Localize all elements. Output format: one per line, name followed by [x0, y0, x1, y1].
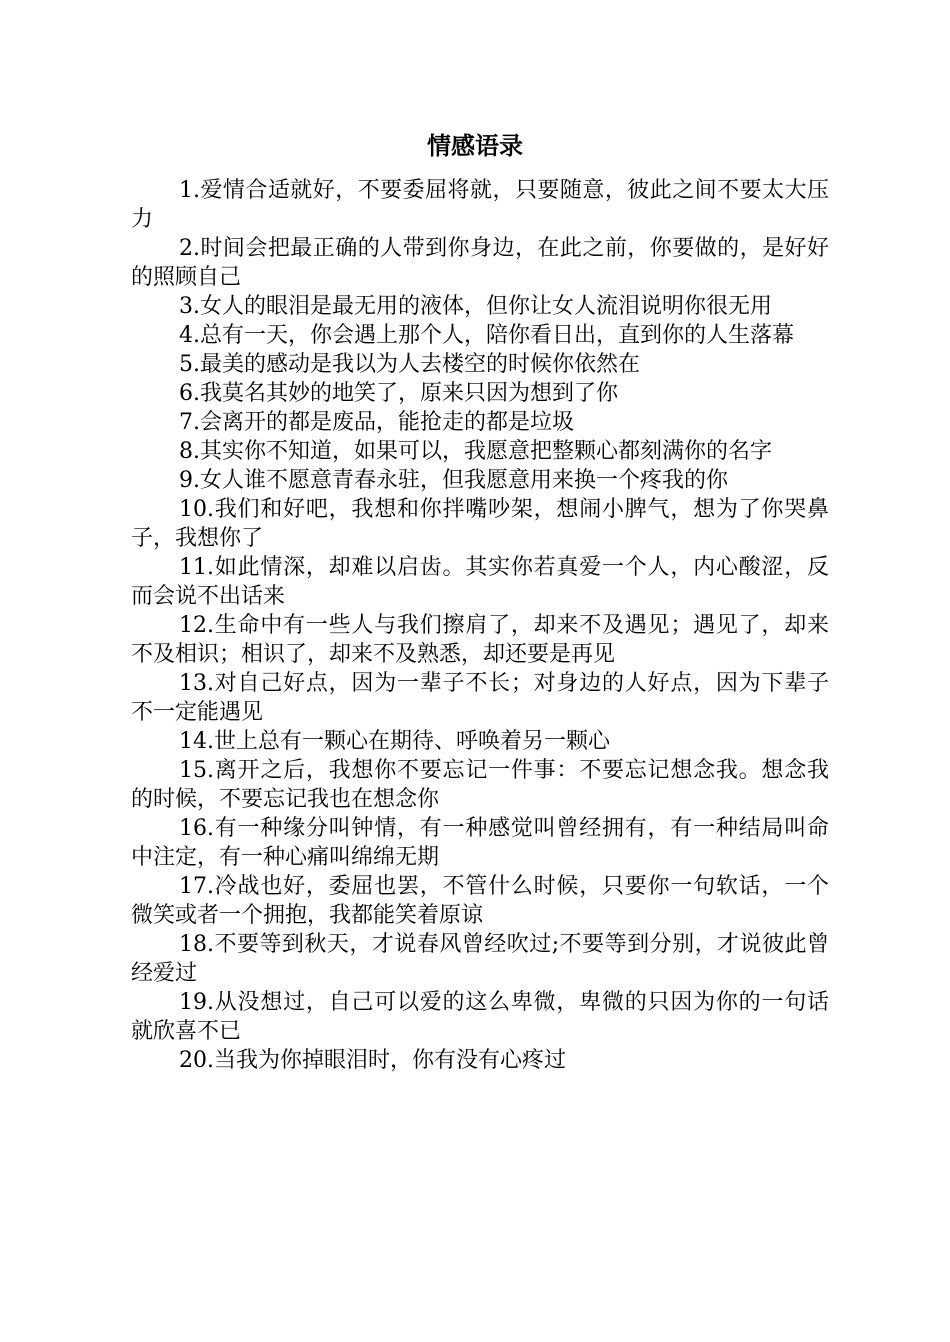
quote-paragraph: 17.冷战也好，委屈也罢，不管什么时候，只要你一句软话，一个微笑或者一个拥抱，我都能笑着原谅 — [131, 874, 829, 928]
quote-paragraph: 10.我们和好吧，我想和你拌嘴吵架，想闹小脾气，想为了你哭鼻子，我想你了 — [131, 497, 829, 551]
quote-paragraph: 7.会离开的都是废品，能抢走的都是垃圾 — [179, 410, 574, 435]
quote-paragraph: 15.离开之后，我想你不要忘记一件事：不要忘记想念我。想念我的时候，不要忘记我也在想念你 — [131, 758, 829, 812]
document-body — [131, 176, 829, 1075]
quote-paragraph: 19.从没想过，自己可以爱的这么卑微，卑微的只因为你的一句话就欣喜不已 — [131, 990, 829, 1044]
quote-paragraph: 11.如此情深，却难以启齿。其实你若真爱一个人，内心酸涩，反而会说不出话来 — [131, 555, 829, 609]
document-title: 情感语录 — [427, 132, 523, 160]
quote-paragraph: 5.最美的感动是我以为人去楼空的时候你依然在 — [179, 352, 640, 377]
quote-paragraph: 2.时间会把最正确的人带到你身边，在此之前，你要做的，是好好的照顾自己 — [131, 236, 829, 290]
quote-paragraph: 13.对自己好点，因为一辈子不长；对身边的人好点，因为下辈子不一定能遇见 — [131, 671, 829, 725]
quote-paragraph: 16.有一种缘分叫钟情，有一种感觉叫曾经拥有，有一种结局叫命中注定，有一种心痛叫绵绵无期 — [131, 816, 829, 870]
quote-paragraph: 8.其实你不知道，如果可以，我愿意把整颗心都刻满你的名字 — [179, 439, 772, 464]
quote-paragraph: 1.爱情合适就好，不要委屈将就，只要随意，彼此之间不要太大压力 — [131, 178, 829, 232]
quote-paragraph: 20.当我为你掉眼泪时，你有没有心疼过 — [179, 1048, 566, 1073]
quote-paragraph: 6.我莫名其妙的地笑了，原来只因为想到了你 — [179, 381, 618, 406]
quote-paragraph: 9.女人谁不愿意青春永驻，但我愿意用来换一个疼我的你 — [179, 468, 728, 493]
quote-paragraph: 18.不要等到秋天，才说春风曾经吹过;不要等到分别，才说彼此曾经爱过 — [131, 932, 829, 986]
quote-paragraph: 3.女人的眼泪是最无用的液体，但你让女人流泪说明你很无用 — [179, 294, 772, 319]
quote-paragraph: 14.世上总有一颗心在期待、呼唤着另一颗心 — [179, 729, 610, 754]
quote-paragraph: 4.总有一天，你会遇上那个人，陪你看日出，直到你的人生落幕 — [179, 323, 794, 348]
quote-paragraph: 12.生命中有一些人与我们擦肩了，却来不及遇见；遇见了，却来不及相识；相识了，却来不及熟悉，却还要是再见 — [131, 613, 829, 667]
